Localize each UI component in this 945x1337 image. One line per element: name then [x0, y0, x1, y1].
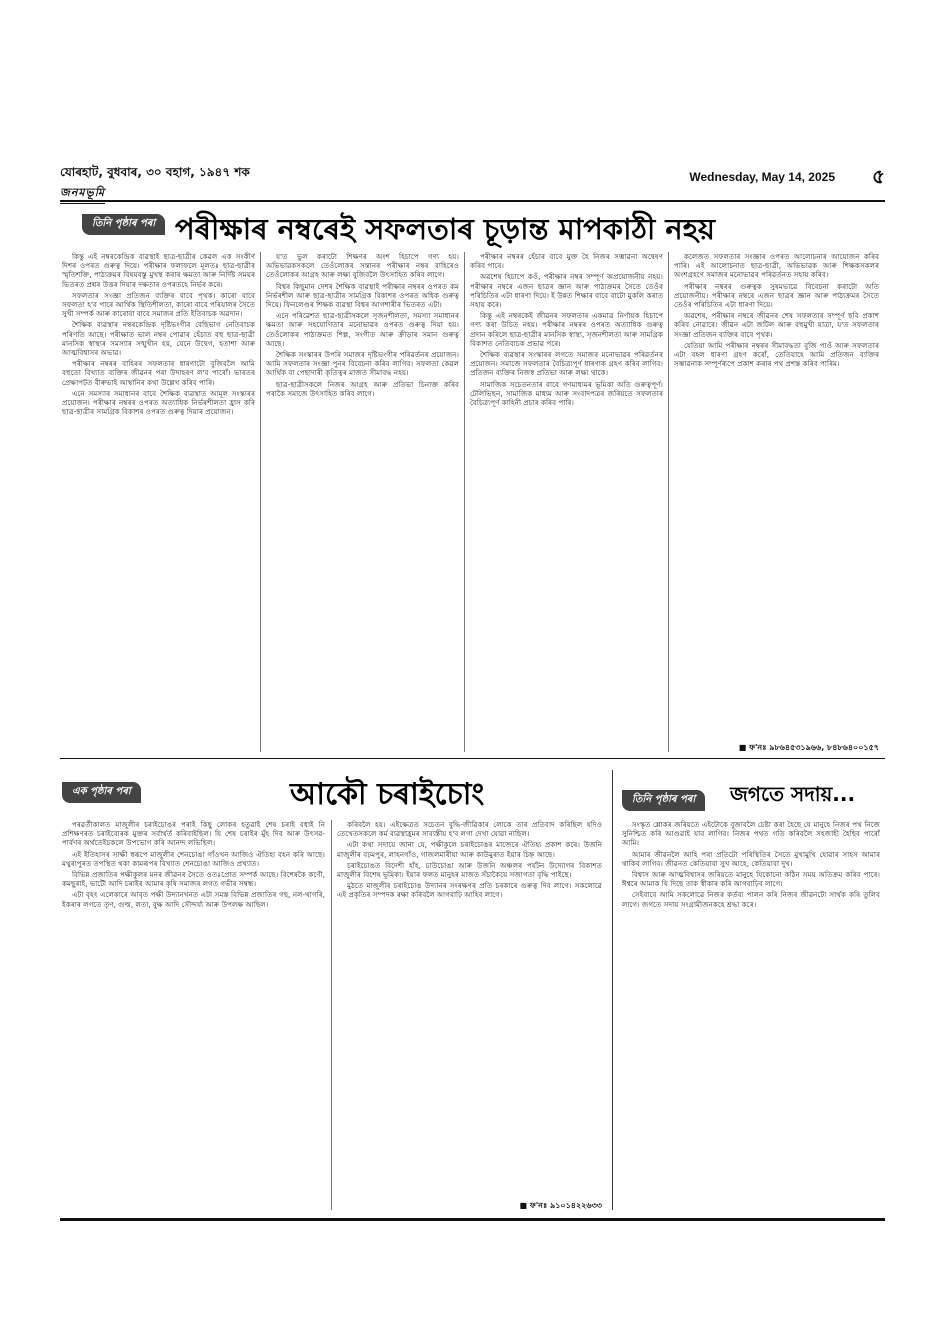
column-divider — [612, 770, 613, 1210]
paragraph: কিন্তু এই নম্বৰকেই জীৱনৰ সফলতাৰ একমাত্ৰ নিৰ্ণায়ক হিচাপে গণ্য কৰা উচিত নহয়। পৰীক্ষাৰ নম্বৰৰ ওপৰত অত্যাধিক গুৰুত্ব প্ৰদান কৰিলে ছাত্ৰ-ছাত্ৰীৰ মানসিক স্বাস্থ্য, সৃজনশীলতা আৰু সামগ্ৰিক বিকাশত নেতিবাচক প্ৰভাৱ পৰে। — [470, 311, 663, 348]
column-divider — [331, 820, 332, 1210]
paragraph: কৰিবলৈ হয়। এইক্ষেত্ৰত সচেতন বুদ্ধি-জীৱিকাৰ লোকে তাৰ প্ৰতিবাদ কৰিছিল যদিও তেখেতসকলে কৰ্ম ব্যৱস্থাহ্ৰমৰ সাব্যস্তীয় হ'ব লগা দেখা যোৱা নাছিল। — [337, 820, 602, 839]
article-column-2 — [266, 252, 459, 752]
contact-phone: ■ ফ'নঃ ৯১০১৪২২৬৩৩ — [519, 1201, 602, 1210]
paragraph: এনে পৰিৱেশত ছাত্ৰ-ছাত্ৰীসকলে সৃজনশীলতা, সমস্যা সমাধানৰ ক্ষমতা আৰু সহযোগিতাৰ মনোভাৱৰ ওপৰত গুৰুত্ব দিয়া হয়। তেওঁলোকৰ পাঠ্যক্ৰমত শিল্প, সংগীত আৰু ক্ৰীড়াৰ সমান গুৰুত্ব আছে। — [266, 311, 459, 348]
column-divider — [260, 252, 261, 752]
paragraph: যেতিয়া আমি পৰীক্ষাৰ নম্বৰৰ সীমাবদ্ধতা বুজি পাওঁ আৰু সফলতাৰ এটা বহল ধাৰণা গ্ৰহণ কৰোঁ, তেতিয়াহে আমি প্ৰতিজন ব্যক্তিৰ সম্ভাৱনাক সম্পূৰ্ণৰূপে প্ৰকাশ কৰাৰ পথ প্ৰশস্ত কৰিব পাৰিম। — [674, 340, 879, 369]
dateline-right: Wednesday, May 14, 2025 — [689, 170, 835, 184]
paragraph: বিশ্বাস আৰু আত্মবিশ্বাসৰ জৰিয়তে মানুহে যিকোনো কঠিন সময় অতিক্ৰম কৰিব পাৰে। ঈশ্বৰে আমাক যি দিছে তাক স্বীকাৰ কৰি আগবাঢ়িব লাগে। — [622, 870, 880, 889]
paragraph: এনে সমস্যাৰ সমাধানৰ বাবে শৈক্ষিক ব্যৱস্থাত আমূল সংস্কাৰৰ প্ৰয়োজন। পৰীক্ষাৰ নম্বৰৰ ওপৰত অত্যাধিক নিৰ্ভৰশীলতা হ্ৰাস কৰি ছাত্ৰ-ছাত্ৰীৰ সামগ্ৰিক বিকাশৰ ওপৰত গুৰুত্ব দিয়াৰ প্ৰয়োজন। — [62, 388, 255, 417]
column-divider — [668, 252, 669, 752]
paragraph: পৰৱৰ্তীকালত মাজুলীৰ চৰাইচোঙৰ পৰাই কিছু লোকৰ হতুৱাই শেষ চৰাই বধাই নি প্ৰশিক্ষণৰত চৰাইবোৰক মুক্তৰ সৰ্বাৰ্থৰ্ত কৰিবাইছিল। যি শেষ চৰাইৰ মুঁহ দিব আৰু উৎসৱ-পাৰ্বণৰ অৰ্থতেইচকলে উপভোগ কৰি আনন্দ লভিছিল। — [62, 820, 325, 848]
article-column-1 — [622, 820, 880, 1210]
paragraph: সেইবাবে আমি সকলোৱে নিজৰ কৰ্তব্য পালন কৰি নিজৰ জীৱনটো সাৰ্থক কৰি তুলিব লাগে। জগতে সদায় সংগ্ৰামীজনকহে শ্ৰদ্ধা কৰে। — [622, 890, 880, 909]
paragraph: এই ইতিহাসৰ সাক্ষী স্বৰূপে মাজুলীৰ শেনচোঙা গাঁওখন আজিও ঐতিহ্য বহন কৰি আছে। মথুৰাপুৰত তপস্থিত থকা কামৰূপৰ বিখ্যাত শেনচোঙা আজিও প্ৰখ্যাত। — [62, 849, 325, 868]
paragraph: কিন্তু এই নম্বৰকেন্দ্ৰিক ব্যৱস্থাই ছাত্ৰ-ছাত্ৰীৰ কেৱল এক সংকীৰ্ণ দিশৰ ওপৰত গুৰুত্ব দিয়ে। পৰীক্ষাৰ ফলাফলে মূলতঃ ছাত্ৰ-ছাত্ৰীৰ স্মৃতিশক্তি, পাঠ্যক্ৰমৰ বিষয়বস্তু মুখস্থ কৰাৰ ক্ষমতা আৰু নিৰ্দিষ্ট সময়ৰ ভিতৰত প্ৰশ্নৰ উত্তৰ দিয়াৰ দক্ষতাৰ ওপৰতহে নিৰ্ভৰ কৰে। — [62, 252, 255, 289]
paragraph: এটা বৃহৎ এলেকাৰে আবৃত পক্ষী উদ্যানখনত এটা সমস্ত বিভিন্ন প্ৰজাতিৰ গছ, নল-খাগৰি, ইকৰাৰ লগতে তৃণ, গুল্ম, লতা, বুক্ষ আদি সৌন্দৰ্য্য আৰু উপলক্ষ আছিল। — [62, 890, 325, 909]
article-headline: জগতে সদায়... — [730, 782, 856, 806]
column-divider — [464, 252, 465, 752]
continued-tag: এক পৃষ্ঠাৰ পৰা — [62, 782, 141, 803]
contact-phone: ■ ফ'নঃ ৯৮৬৪৫৩১৯৬৬, ৮৪৮৬৪০০১৫৭ — [738, 743, 879, 752]
article-column-4 — [674, 252, 879, 738]
continued-tag: তিনি পৃষ্ঠাৰ পৰা — [622, 790, 705, 811]
paragraph: সফলতাৰ সংজ্ঞা প্ৰতিজন ব্যক্তিৰ বাবে পৃথক। কাৰো বাবে সফলতা হ'ব পাৰে আৰ্থিক স্থিতিশীলতা, কাৰো বাবে পৰিয়ালৰ সৈতে সুখী সম্পৰ্ক আৰু কাৰোবা বাবে সমাজৰ প্ৰতি ইতিবাচক অৱদান। — [62, 290, 255, 319]
article-headline: পৰীক্ষাৰ নম্বৰেই সফলতাৰ চূড়ান্ত মাপকাঠী নহয় — [175, 212, 716, 246]
paragraph: পৰীক্ষাৰ নম্বৰৰ বাহিৰৰ সফলতাৰ ধাৰণাটো বুজিবলৈ আমি বহুতো বিখ্যাত ব্যক্তিৰ জীৱনৰ পৰা উদাহৰণ ল'ব পাৰোঁ। ভাৰতৰ প্ৰেক্ষাপটত বীৰুভাই আম্বানিৰ কথা উল্লেখ কৰিব পাৰি। — [62, 359, 255, 387]
paragraph: অৱশেষ হিচাপে কওঁ, পৰীক্ষাৰ নম্বৰ সম্পূৰ্ণ অপ্ৰয়োজনীয় নহয়। পৰীক্ষাৰ নম্বৰে এজন ছাত্ৰৰ জ্ঞান আৰু পাঠ্যক্ৰমৰ সৈতে তেওঁৰ পৰিচিতিৰ এটা ধাৰণা দিয়ে। ই উন্নত শিক্ষাৰ বাবে বাটো মুকলি কৰাত সহায় কৰে। — [470, 272, 663, 310]
paragraph: শৈক্ষিক ব্যৱস্থাৰ নম্বৰকেন্দ্ৰিক দৃষ্টিভংগীৰ বেছিভাগ নেতিবাচক পৰিণতি আছে। পৰীক্ষাত ভাল নম্বৰ পোৱাৰ হেঁচাত বহু ছাত্ৰ-ছাত্ৰী মানসিক স্বাস্থ্যৰ সমস্যাৰ সন্মুখীন হয়, যেনে উদ্বেগ, হতাশা আৰু আত্মবিশ্বাসৰ অভাৱ। — [62, 320, 255, 358]
paragraph: পৰীক্ষাৰ নম্বৰৰ গুৰুত্বক সুষমভাৱে বিবেচনা কৰাটো অতি প্ৰয়োজনীয়। পৰীক্ষাৰ নম্বৰে এজন ছাত্ৰৰ জ্ঞান আৰু পাঠ্যক্ৰমৰ সৈতে তেওঁৰ পৰিচিতিৰ এটা ধাৰণা দিয়ে। — [674, 281, 879, 310]
article-column-2 — [337, 820, 602, 1198]
paragraph: বিভিন্ন প্ৰজাতিৰ পক্ষীকুলৰ মনৰ জীৱনৰ সৈতে ওতঃপ্ৰোত সম্পৰ্ক আছে। বিশেষকৈ কণৌ, কমছুৰাই, ভাটৌ আদি চৰাইৰ আমাৰ কৃষি সমাজৰ লগত গভীৰ সম্বন্ধ। — [62, 870, 325, 889]
paragraph: চৰাইচোঙত বিদেশী হাঁহ, চাউচোঙা আৰু উজনি অঞ্চলৰ পৰ্যটন উদ্যোগৰ বিকাশত মাজুলীৰ বিশেষ ভূমিকা। ইয়াৰ ফলত মানুহৰ মাজত সঁচাকৈয়ে সজাগতা বৃদ্ধি পাইছে। — [337, 860, 602, 880]
paragraph: সংস্কৃত শ্লোকৰ জৰিয়তে এইটোকে বুজাবলৈ চেষ্টা কৰা হৈছে যে মানুহে নিজৰ পথ নিজে সুনিশ্চিত কৰি আগুৱাই যাব লাগিব। নিজৰ পথত গতি কৰিবলৈ সহজাহী হৈছিব পাৰোঁ আমি। — [622, 820, 880, 848]
paragraph: য'ত ভুল কৰাটো শিক্ষণৰ অংশ হিচাপে গণ্য হয়। অভিভাৱকসকলে তেওঁলোকৰ সন্তানৰ পৰীক্ষাৰ নম্বৰ বাহিৰেও তেওঁলোকৰ আগ্ৰহ আৰু লক্ষ্য বুজিবলৈ উৎসাহিত কৰিব লাগে। — [266, 252, 459, 280]
paragraph: শৈক্ষিক সংস্কাৰৰ উপৰি সমাজৰ দৃষ্টিভংগীৰ পৰিৱৰ্তনৰ প্ৰয়োজন। আমি সফলতাৰ সংজ্ঞা পুনৰ বিবেচনা কৰিব লাগিব। সফলতা কেৱল আৰ্থিক বা পেছাদাৰী কৃতিত্বৰ মাজত সীমাবদ্ধ নহয়। — [266, 350, 459, 378]
header-rule — [60, 200, 885, 202]
paragraph: ছাত্ৰ-ছাত্ৰীসকলে নিজৰ আগ্ৰহ আৰু প্ৰতিভা চিনাক্ত কৰিব পৰাকৈ সমাজে উৎসাহিত কৰিব লাগে। — [266, 379, 459, 398]
dateline-left: যোৰহাট, বুধবাৰ, ৩০ বহাগ, ১৯৪৭ শক — [60, 165, 250, 179]
paragraph: সামাজিক সচেতনতাৰ বাবে গণমাধ্যমৰ ভূমিকা অতি গুৰুত্বপূৰ্ণ। টেলিভিছন, সামাজিক মাধ্যম আৰু সংবাদপত্ৰৰ জৰিয়তে সফলতাৰ বৈচিত্ৰ্যপূৰ্ণ কাহিনী প্ৰচাৰ কৰিব পাৰি। — [470, 379, 663, 408]
paragraph: কলেজত সফলতাৰ সংজ্ঞাৰ ওপৰত আলোচনাৰ আয়োজন কৰিব পাৰি। এই আলোচনাত ছাত্ৰ-ছাত্ৰী, অভিভাৱক আৰু শিক্ষকসকলৰ অংশগ্ৰহণে সমাজৰ মনোভাৱৰ পৰিৱৰ্তনত সহায় কৰিব। — [674, 252, 879, 280]
article-column-1 — [62, 820, 325, 1210]
paragraph: আমাৰ জীৱনলৈ আহি পৰা প্ৰতিটো পৰিস্থিতিৰ সৈতে মুখামুখি হোৱাৰ সাহস আমাৰ থাকিব লাগিব। জীৱনত কেতিয়াবা সুখ আহে, কেতিয়াবা দুখ। — [622, 849, 880, 868]
paragraph: এটা কথা সদায়ে জানা যে, পক্ষীকুলে চৰাইচোঙৰ মাজেৰে ঐতিহ্য প্ৰকাশ কৰে। উজনি মাজুলীৰ বঢ়মপুৰ, লাহনগাঁও, গাজলমাৰীয়া আৰু কাউমুৰাত ইয়াৰ চিহ্ন আছে। — [337, 840, 602, 859]
paragraph: বিশ্বৰ কিছুমান দেশৰ শৈক্ষিক ব্যৱস্থাই পৰীক্ষাৰ নম্বৰৰ ওপৰত কম নিৰ্ভৰশীল আৰু ছাত্ৰ-ছাত্ৰীৰ সামগ্ৰিক বিকাশৰ ওপৰত অধিক গুৰুত্ব দিয়ে। ফিনলেণ্ডৰ শিক্ষক ব্যৱস্থা বিশ্বৰ আগশাৰীৰ ভিতৰত এটা। — [266, 281, 459, 310]
article-column-3 — [470, 252, 663, 752]
masthead-logo: জনমভূমি — [60, 184, 105, 204]
continued-tag: তিনি পৃষ্ঠাৰ পৰা — [82, 214, 165, 235]
footer-rule — [60, 1218, 885, 1221]
section-rule — [60, 758, 885, 759]
article-headline: আকৌ চৰাইচোং — [290, 777, 485, 812]
paragraph: পৰীক্ষাৰ নম্বৰৰ হেঁচাৰ বাবে মুক্ত হৈ নিজৰ সম্ভাৱনা অন্বেষণ কৰিব পাৰে। — [470, 252, 663, 271]
article-column-1 — [62, 252, 255, 752]
paragraph: অৱশেষ, পৰীক্ষাৰ নম্বৰে জীৱনৰ শেষ সফলতাৰ সম্পূৰ্ণ ছবি প্ৰকাশ কৰিব নোৱাৰে। জীৱন এটা জটিল আৰু বহুমুখী যাত্ৰা, য'ত সফলতাৰ সংজ্ঞা প্ৰতিজন ব্যক্তিৰ বাবে পৃথক। — [674, 311, 879, 339]
paragraph: মুঠতে মাজুলীৰ চৰাইচোঙ উদ্যানৰ সংৰক্ষণৰ প্ৰতি চৰকাৰে গুৰুত্ব দিব লাগে। সকলোৱে এই প্ৰকৃতিৰ সম্পদক ৰক্ষা কৰিবলৈ আগবাঢ়ি আহিব লাগে। — [337, 881, 602, 900]
paragraph: শৈক্ষিক ব্যৱস্থাৰ সংস্কাৰৰ লগতে সমাজৰ মনোভাৱৰ পৰিৱৰ্তনৰ প্ৰয়োজন। সমাজে সফলতাৰ বৈচিত্ৰ্যপূৰ্ণ ধাৰণাক গ্ৰহণ কৰিব লাগিব। প্ৰতিজন ব্যক্তিৰ নিজস্ব প্ৰতিভা আৰু লক্ষ্য থাকে। — [470, 350, 663, 378]
page-number: ৫ — [872, 164, 885, 188]
